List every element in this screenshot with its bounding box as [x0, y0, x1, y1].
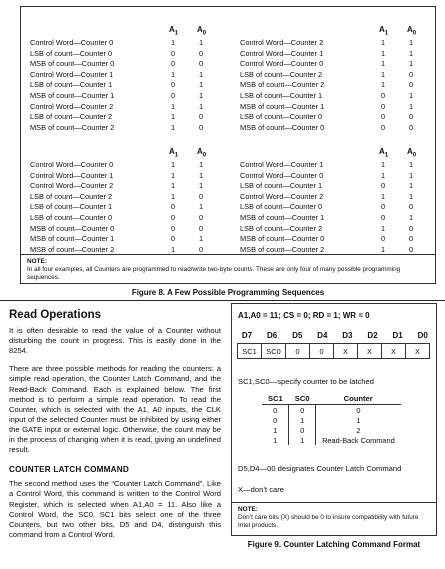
row-value-a1: 1 [380, 69, 386, 79]
bit-format-table [237, 343, 430, 359]
row-value-a0: 0 [198, 48, 204, 58]
row-value-a1: 0 [170, 213, 176, 222]
row-label: Control Word—Counter 0 [240, 170, 324, 180]
bit-header-d5: D5 [292, 331, 303, 340]
header-a0: $A_0$ [407, 25, 417, 37]
row-value-a1: 1 [170, 191, 176, 201]
row-label: Control Word—Counter 0 [30, 160, 114, 169]
paragraph-3: The second method uses the “Counter Latch Command”. Like a Control Word, this command is written to the Control Word Register, which is selected when A1,A0 = 11. Also like a Control Word, the SC0, SC1 bits select one of the three Counters, but two other bits, D5 and D4, distinguish this command from a Control Word. [9, 479, 221, 539]
row-value-a1: 1 [380, 48, 386, 58]
row-value-a0: 1 [408, 38, 414, 47]
figure-8-box [20, 6, 436, 284]
row-value-a0: 1 [198, 181, 204, 191]
bit-value-cell: X [334, 344, 358, 359]
section-divider [0, 300, 445, 301]
row-label: Control Word—Counter 2 [240, 191, 324, 201]
row-label: Control Word—Counter 2 [30, 101, 114, 111]
row-value-a0: 0 [198, 59, 204, 69]
row-value-a0: 0 [198, 112, 204, 122]
row-value-a1: 1 [170, 160, 176, 169]
row-value-a1: 1 [170, 69, 176, 79]
counter-select-row [262, 405, 401, 416]
row-value-a1: 0 [170, 59, 176, 69]
row-value-a0: 1 [408, 59, 414, 69]
bit-header-d0: D0 [417, 331, 428, 340]
counter-select-row [262, 415, 401, 425]
row-value-a1: 0 [170, 234, 176, 244]
row-label: LSB of count—Counter 1 [240, 181, 323, 191]
row-value-a0: 1 [408, 213, 414, 222]
row-label: MSB of count—Counter 0 [240, 122, 325, 132]
row-value-a1: 1 [380, 170, 386, 180]
counter-select-row [262, 435, 401, 445]
bit-value-cell: 0 [310, 344, 334, 359]
row-label: LSB of count—Counter 2 [30, 112, 113, 122]
row-label: LSB of count—Counter 2 [240, 223, 323, 233]
row-value-a0: 0 [408, 122, 414, 132]
row-value-a0: 0 [198, 191, 204, 201]
bit-value-cell: X [406, 344, 430, 359]
row-value-a1: 1 [170, 112, 176, 122]
header-counter: Counter [343, 394, 373, 403]
row-value-a0: 0 [408, 244, 414, 254]
bit-header-d3: D3 [342, 331, 353, 340]
counter-select-cell: 1 [289, 435, 316, 445]
row-value-a0: 1 [198, 170, 204, 180]
counter-select-cell: 1 [273, 425, 278, 435]
counter-latch-heading: COUNTER LATCH COMMAND [9, 465, 130, 475]
row-value-a0: 1 [198, 91, 204, 100]
row-label: MSB of count—Counter 0 [30, 223, 115, 233]
row-value-a1: 1 [380, 191, 386, 201]
row-label: MSB of count—Counter 2 [30, 122, 115, 132]
header-a1: $A_1$ [379, 25, 389, 37]
row-value-a0: 0 [408, 223, 414, 233]
bit-value-cell: SC1 [238, 344, 262, 359]
row-value-a1: 1 [380, 80, 386, 90]
counter-select-cell: 0 [273, 415, 278, 425]
sequence-example-2 [240, 25, 430, 137]
bit-value-cell: 0 [286, 344, 310, 359]
row-value-a1: 0 [170, 80, 176, 90]
row-value-a0: 1 [408, 181, 414, 191]
row-value-a1: 0 [380, 202, 386, 212]
row-value-a0: 1 [198, 160, 204, 169]
counter-select-cell: 1 [273, 435, 278, 445]
row-value-a0: 0 [198, 223, 204, 233]
counter-select-cell: 0 [289, 405, 316, 416]
row-value-a0: 1 [198, 101, 204, 111]
counter-select-cell: 0 [289, 425, 316, 435]
row-value-a1: 1 [170, 244, 176, 254]
row-value-a0: 0 [198, 122, 204, 132]
row-label: MSB of count—Counter 1 [240, 213, 325, 222]
counter-select-cell: 0 [262, 405, 289, 416]
figure-9-note-divider [232, 502, 436, 503]
counter-select-cell: Read-Back Command [316, 435, 401, 445]
paragraph-2: There are three possible methods for reading the counters: a simple read operation, the Counter Latch Command, and the Read-Back Command. Each is explained below. The first method is to perform a simple read operation. To read the Counter, which is selected with the A1, A0 inputs, the CLK input of the selected Counter must be inhibited by using either the GATE input or external logic. Otherwise, the count may be in the process of changing when it is read, giving an undefined result. [9, 364, 221, 455]
figure-8-caption: Figure 8. A Few Possible Programming Sequences [131, 288, 325, 297]
row-label: Control Word—Counter 1 [30, 69, 114, 79]
sequence-example-1 [30, 25, 220, 137]
row-value-a1: 0 [380, 234, 386, 244]
row-label: LSB of count—Counter 0 [30, 48, 113, 58]
row-label: LSB of count—Counter 2 [240, 69, 323, 79]
row-value-a1: 0 [170, 91, 176, 100]
paragraph-1: It is often desirable to read the value of a Counter without disturbing the count in progress. This is easily done in the 8254. [9, 326, 221, 356]
header-a0: $A_0$ [197, 147, 207, 159]
row-value-a0: 0 [408, 234, 414, 244]
row-value-a0: 1 [408, 91, 414, 100]
counter-select-cell: 0 [316, 405, 401, 416]
row-value-a0: 1 [198, 38, 204, 47]
counter-select-cell: 1 [316, 415, 401, 425]
header-sc1: SC1 [268, 394, 283, 403]
bit-value-cell: X [382, 344, 406, 359]
figure-9-note-label: NOTE: [238, 506, 258, 513]
row-value-a0: 0 [198, 244, 204, 254]
figure-9-box [231, 303, 437, 536]
row-label: MSB of count—Counter 1 [30, 234, 115, 244]
row-value-a1: 1 [170, 122, 176, 132]
row-value-a1: 0 [170, 223, 176, 233]
sequence-example-3 [30, 147, 220, 259]
header-a1: $A_1$ [169, 147, 179, 159]
figure-8-note-label: NOTE: [27, 258, 47, 265]
row-value-a0: 1 [198, 80, 204, 90]
row-value-a1: 1 [380, 59, 386, 69]
row-value-a0: 0 [408, 112, 414, 122]
figure-9-note-text: Don’t care bits (X) should be 0 to insure compatibility with future Intel products. [238, 514, 419, 529]
row-value-a0: 1 [198, 69, 204, 79]
counter-select-header-row [262, 393, 401, 405]
row-value-a1: 0 [380, 91, 386, 100]
row-value-a0: 1 [408, 160, 414, 169]
row-label: LSB of count—Counter 1 [30, 202, 113, 212]
row-value-a0: 1 [408, 170, 414, 180]
row-label: MSB of count—Counter 2 [30, 244, 115, 254]
bit-header-d1: D1 [392, 331, 403, 340]
bit-header-d7: D7 [241, 331, 253, 340]
row-value-a1: 1 [380, 244, 386, 254]
row-value-a1: 1 [380, 38, 386, 47]
row-label: LSB of count—Counter 0 [240, 202, 323, 212]
row-label: MSB of count—Counter 1 [30, 91, 115, 100]
row-label: MSB of count—Counter 2 [240, 80, 325, 90]
row-label: MSB of count—Counter 2 [240, 244, 325, 254]
row-label: LSB of count—Counter 2 [30, 191, 113, 201]
row-value-a0: 1 [408, 191, 414, 201]
row-value-a0: 0 [198, 213, 204, 222]
bit-value-cell: X [358, 344, 382, 359]
counter-select-row [262, 425, 401, 435]
header-a1: $A_1$ [379, 147, 389, 159]
row-value-a1: 0 [380, 112, 386, 122]
row-value-a0: 0 [408, 69, 414, 79]
read-operations-heading: Read Operations [9, 309, 102, 321]
bit-values-row [238, 344, 430, 359]
row-value-a1: 1 [170, 101, 176, 111]
row-label: Control Word—Counter 1 [30, 170, 114, 180]
row-label: Control Word—Counter 1 [240, 48, 324, 58]
row-label: LSB of count—Counter 0 [30, 213, 113, 222]
row-label: Control Word—Counter 2 [30, 181, 114, 191]
row-label: LSB of count—Counter 0 [240, 112, 323, 122]
bit-value-cell: SC0 [262, 344, 286, 359]
row-label: MSB of count—Counter 1 [240, 101, 325, 111]
row-value-a1: 1 [170, 170, 176, 180]
row-label: LSB of count—Counter 1 [30, 80, 113, 90]
counter-select-cell: 2 [316, 425, 401, 435]
header-a1: $A_1$ [169, 25, 179, 37]
header-a0: $A_0$ [407, 147, 417, 159]
row-value-a0: 0 [408, 202, 414, 212]
row-value-a1: 1 [380, 223, 386, 233]
figure-8-note-text: In all four examples, all Counters are programmed to read/write two-byte counts. These are only four of many possible programming sequences. [27, 266, 401, 281]
sequence-example-4 [240, 147, 430, 259]
row-label: Control Word—Counter 0 [30, 38, 114, 47]
bit-header-d4: D4 [317, 331, 328, 340]
row-value-a1: 0 [170, 202, 176, 212]
row-label: LSB of count—Counter 1 [240, 91, 323, 100]
row-value-a1: 1 [170, 38, 176, 47]
row-label: Control Word—Counter 1 [240, 160, 324, 169]
row-label: MSB of count—Counter 0 [30, 59, 115, 69]
header-sc0: SC0 [294, 394, 310, 403]
sc-description: SC1,SC0—specify counter to be latched [238, 377, 374, 386]
row-value-a1: 1 [380, 160, 386, 169]
row-label: MSB of count—Counter 0 [240, 234, 325, 244]
figure-8-note [27, 258, 429, 282]
row-value-a0: 0 [408, 80, 414, 90]
row-label: Control Word—Counter 2 [240, 38, 324, 47]
address-equation: A1,A0 = 11; CS = 0; RD = 1; WR = 0 [238, 311, 370, 320]
row-value-a1: 0 [380, 122, 386, 132]
counter-select-cell: 1 [289, 415, 316, 425]
counter-select-table [262, 393, 401, 445]
row-value-a1: 0 [170, 48, 176, 58]
row-value-a1: 0 [380, 213, 386, 222]
header-a0: $A_0$ [197, 25, 207, 37]
row-value-a0: 1 [408, 48, 414, 58]
row-value-a1: 1 [170, 181, 176, 191]
bit-header-d6: D6 [266, 331, 278, 340]
row-value-a0: 1 [198, 234, 204, 244]
row-value-a1: 0 [380, 101, 386, 111]
d5-d4-description: D5,D4—00 designates Counter Latch Command [238, 464, 402, 473]
row-value-a0: 1 [198, 202, 204, 212]
row-value-a0: 1 [408, 101, 414, 111]
figure-9-caption: Figure 9. Counter Latching Command Format [247, 540, 421, 549]
figure-9-note [238, 506, 432, 530]
read-operations-column [9, 310, 221, 548]
row-value-a1: 0 [380, 181, 386, 191]
bit-header-d2: D2 [367, 331, 378, 340]
row-label: Control Word—Counter 0 [240, 59, 324, 69]
dont-care-description: X—don’t care [238, 485, 285, 494]
